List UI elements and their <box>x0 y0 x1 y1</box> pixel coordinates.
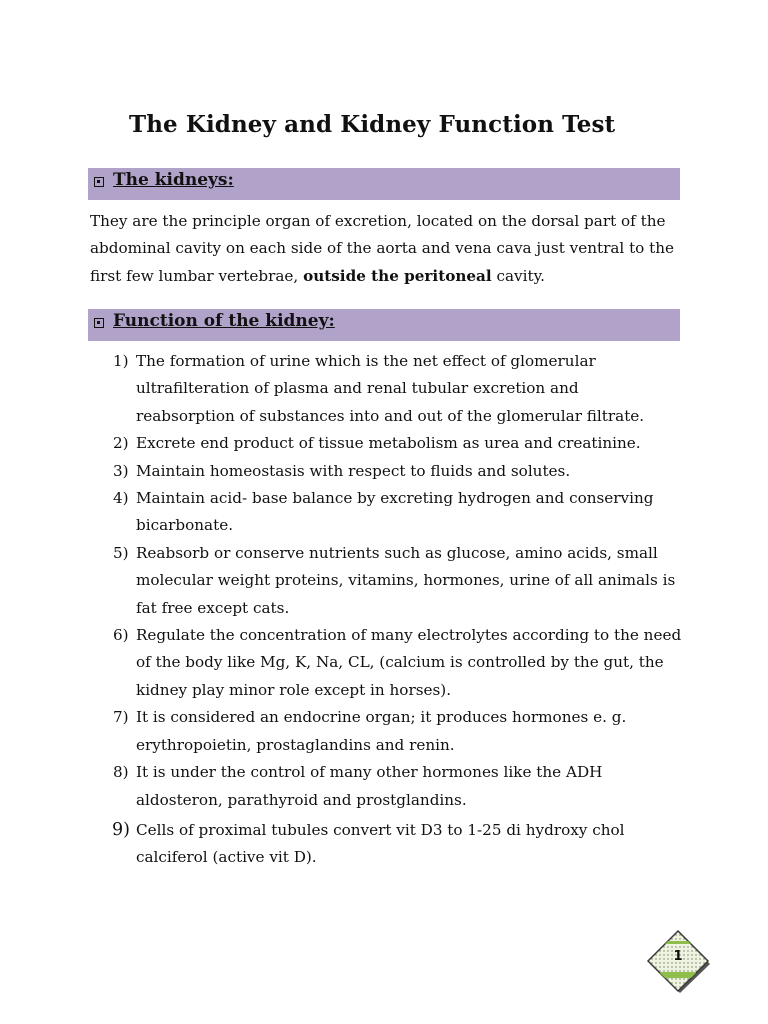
list-item-text: It is considered an endocrine organ; it produces hormones e. g. erythropoietin, prostaglandins and renin. <box>136 708 627 754</box>
list-item <box>90 430 682 457</box>
list-item-number: 6) <box>113 626 129 645</box>
list-item <box>90 485 682 540</box>
list-item-text: Regulate the concentration of many electrolytes according to the need of the body like Mg, K, Na, CL, (calcium is controlled by the gut, the kidney play minor role except in horses). <box>136 626 682 699</box>
intro-text-end: cavity. <box>491 266 545 285</box>
list-item-text: Excrete end product of tissue metabolism as urea and creatinine. <box>136 434 641 453</box>
list-item-text: Reabsorb or conserve nutrients such as glucose, amino acids, small molecular weight proteins, vitamins, hormones, urine of all animals is fat free except cats. <box>136 543 676 617</box>
intro-bold-text: outside the peritoneal <box>303 266 492 285</box>
list-item-number: 1) <box>113 352 129 370</box>
list-item-text: Maintain homeostasis with respect to fluids and solutes. <box>136 461 571 480</box>
list-item <box>90 540 682 622</box>
list-item-number: 8) <box>113 763 129 782</box>
list-item <box>90 817 682 872</box>
list-item-number: 5) <box>113 543 129 562</box>
section-heading: The kidneys: <box>113 170 234 190</box>
list-item-number: 9) <box>112 819 130 840</box>
list-item-number: 7) <box>113 708 129 727</box>
list-item-text: The formation of urine which is the net effect of glomerular ultrafilteration of plasma and renal tubular excretion and reabsorption of substances into and out of the glomerular filtrate. <box>136 352 645 425</box>
list-item <box>90 704 682 759</box>
list-item <box>90 759 682 814</box>
list-item <box>90 458 682 485</box>
square-bullet-icon <box>94 318 104 328</box>
page-number: 1 <box>673 949 683 964</box>
list-item <box>90 622 682 704</box>
list-item-number: 4) <box>113 489 129 508</box>
section-heading: Function of the kidney: <box>113 311 335 331</box>
function-list <box>90 348 682 872</box>
list-item-text: Maintain acid- base balance by excreting hydrogen and conserving bicarbonate. <box>136 489 654 535</box>
page-title: The Kidney and Kidney Function Test <box>129 111 616 138</box>
list-item-number: 3) <box>113 461 129 480</box>
section-header-function <box>88 309 680 341</box>
list-item-text: It is under the control of many other hormones like the ADH aldosteron, parathyroid and prostglandins. <box>136 763 603 809</box>
kidneys-description <box>90 208 682 290</box>
intro-text: They are the principle organ of excretion, located on the dorsal part of the abdominal cavity on each side of the aorta and vena cava just ventral to the first few lumbar vertebrae, <box>90 212 675 285</box>
list-item-text: Cells of proximal tubules convert vit D3 to 1-25 di hydroxy chol calciferol (active vit D). <box>136 820 625 867</box>
list-item-number: 2) <box>113 434 129 453</box>
page-number-badge <box>646 929 710 993</box>
list-item <box>90 348 682 430</box>
section-header-kidneys <box>88 168 680 200</box>
square-bullet-icon <box>94 177 104 187</box>
